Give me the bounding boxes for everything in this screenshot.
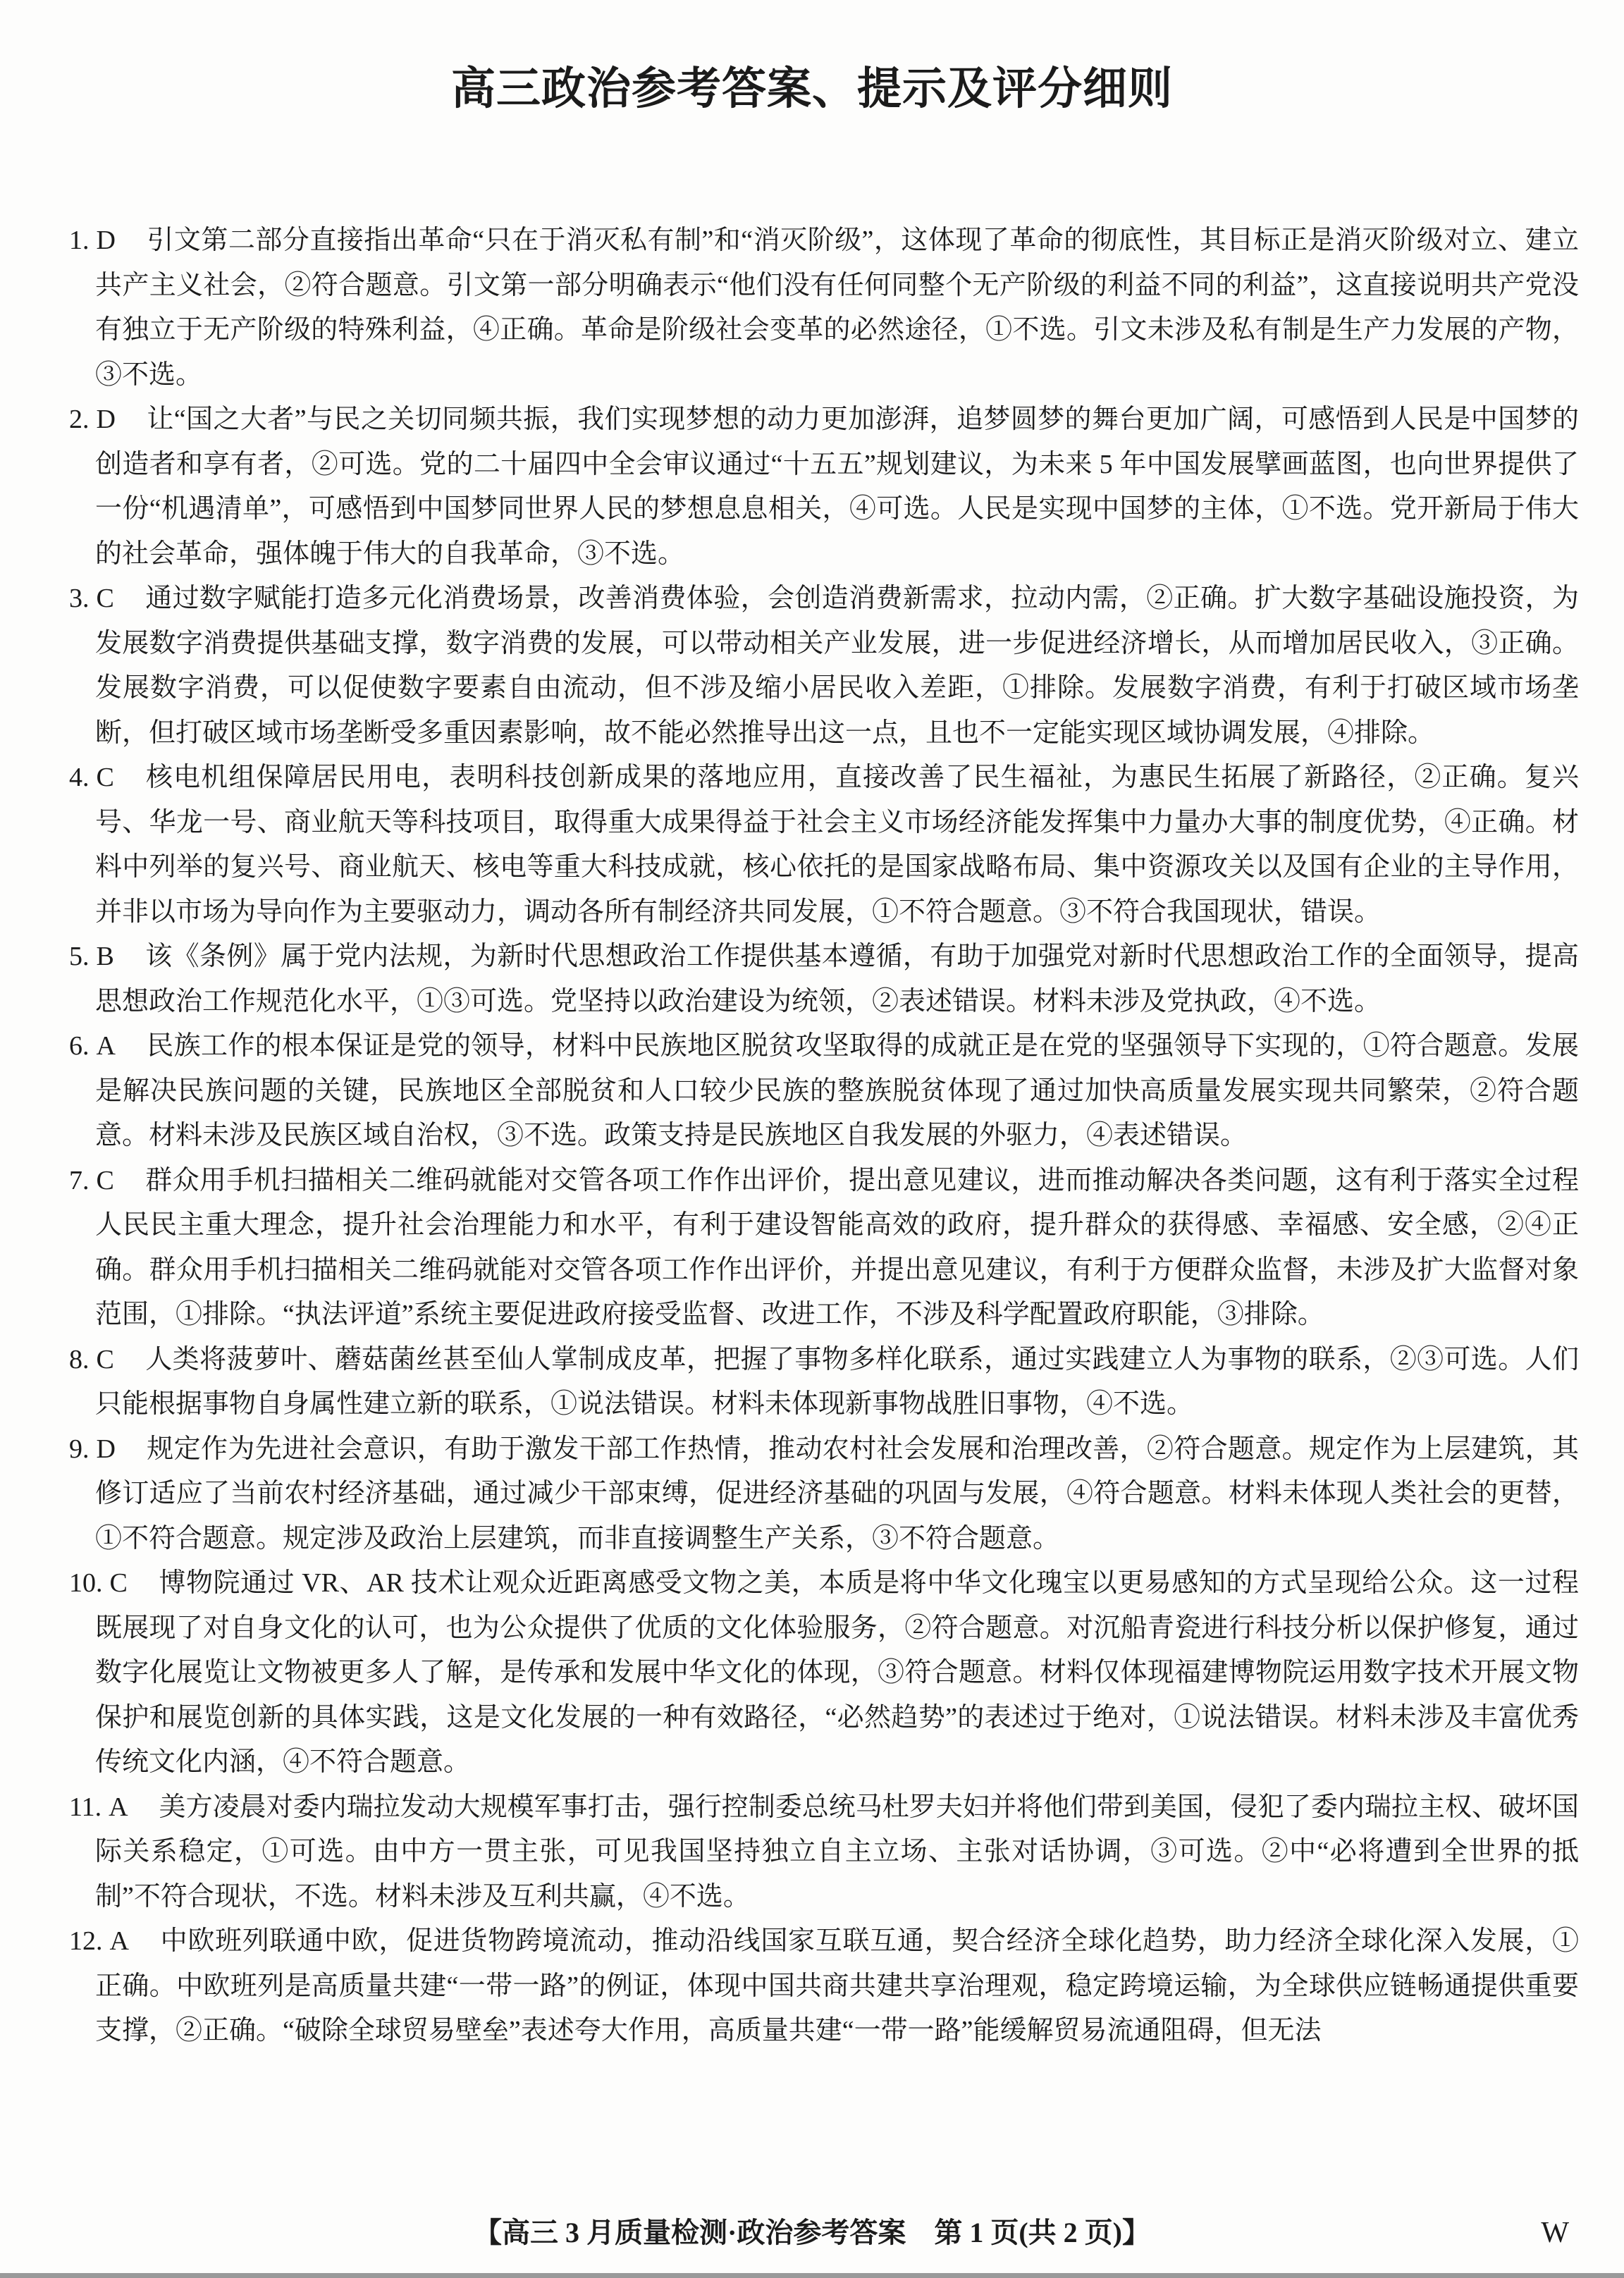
item-explanation: 通过数字赋能打造多元化消费场景，改善消费体验，会创造消费新需求，拉动内需，②正确。扩大数字基础设施投资，为发展数字消费提供基础支撑，数字消费的发展，可以带动相关产业发展，进一步促进经济增长，从而增加居民收入，③正确。发展数字消费，可以促使数字要素自由流动，但不涉及缩小居民收入差距，①排除。发展数字消费，有利于打破区域市场垄断，但打破区域市场垄断受多重因素影响，故不能必然推导出这一点，且也不一定能实现区域协调发展，④排除。 <box>95 584 1579 748</box>
answer-item <box>69 577 1579 756</box>
answer-item <box>69 1785 1579 1920</box>
item-answer-choice: D <box>96 1434 116 1464</box>
item-answer-choice: D <box>96 405 116 434</box>
footer-label: 【高三 3 月质量检测·政治参考答案 第 1 页(共 2 页)】 <box>474 2217 1150 2248</box>
item-number: 3. <box>69 584 90 613</box>
item-explanation: 民族工作的根本保证是党的领导，材料中民族地区脱贫攻坚取得的成就正是在党的坚强领导下实现的，①符合题意。发展是解决民族问题的关键，民族地区全部脱贫和人口较少民族的整族脱贫体现了通过加快高质量发展实现共同繁荣，②符合题意。材料未涉及民族区域自治权，③不选。政策支持是民族地区自我发展的外驱力，④表述错误。 <box>95 1031 1579 1150</box>
answer-item <box>69 1561 1579 1785</box>
item-number: 9. <box>69 1434 90 1464</box>
item-explanation: 博物院通过 VR、AR 技术让观众近距离感受文物之美，本质是将中华文化瑰宝以更易感知的方式呈现给公众。这一过程既展现了对自身文化的认可，也为公众提供了优质的文化体验服务，②符合题意。对沉船青瓷进行科技分析以保护修复，通过数字化展览让文物被更多人了解，是传承和发展中华文化的体现，③符合题意。材料仅体现福建博物院运用数字技术开展文物保护和展览创新的具体实践，这是文化发展的一种有效路径，“必然趋势”的表述过于绝对，①说法错误。材料未涉及丰富优秀传统文化内涵，④不符合题意。 <box>95 1568 1579 1777</box>
item-number: 5. <box>69 942 90 971</box>
answer-item <box>69 1024 1579 1159</box>
item-explanation: 核电机组保障居民用电，表明科技创新成果的落地应用，直接改善了民生福祉，为惠民生拓展了新路径，②正确。复兴号、华龙一号、商业航天等科技项目，取得重大成果得益于社会主义市场经济能发挥集中力量办大事的制度优势，④正确。材料中列举的复兴号、商业航天、核电等重大科技成就，核心依托的是国家战略布局、集中资源攻关以及国有企业的主导作用，并非以市场为导向作为主要驱动力，调动各所有制经济共同发展，①不符合题意。③不符合我国现状，错误。 <box>95 763 1579 927</box>
item-explanation: 引文第二部分直接指出革命“只在于消灭私有制”和“消灭阶级”，这体现了革命的彻底性，其目标正是消灭阶级对立、建立共产主义社会，②符合题意。引文第一部分明确表示“他们没有任何同整个无产阶级的利益不同的利益”，这直接说明共产党没有独立于无产阶级的特殊利益，④正确。革命是阶级社会变革的必然途径，①不选。引文未涉及私有制是生产力发展的产物，③不选。 <box>95 226 1579 390</box>
answer-item <box>69 935 1579 1024</box>
item-number: 8. <box>69 1344 90 1374</box>
item-answer-choice: C <box>109 1568 128 1598</box>
item-number: 6. <box>69 1031 90 1061</box>
answer-item <box>69 398 1579 577</box>
answer-item <box>69 1338 1579 1427</box>
item-explanation: 该《条例》属于党内法规，为新时代思想政治工作提供基本遵循，有助于加强党对新时代思想政治工作的全面领导，提高思想政治工作规范化水平，①③可选。党坚持以政治建设为统领，②表述错误。材料未涉及党执政，④不选。 <box>95 942 1579 1016</box>
answer-item <box>69 1159 1579 1338</box>
answer-item <box>69 218 1579 398</box>
item-number: 11. <box>69 1792 102 1822</box>
item-explanation: 中欧班列联通中欧，促进货物跨境流动，推动沿线国家互联互通，契合经济全球化趋势，助力经济全球化深入发展，①正确。中欧班列是高质量共建“一带一路”的例证，体现中国共商共建共享治理观，稳定跨境运输，为全球供应链畅通提供重要支撑，②正确。“破除全球贸易壁垒”表述夸大作用，高质量共建“一带一路”能缓解贸易流通阻碍，但无法 <box>95 1926 1579 2045</box>
item-number: 7. <box>69 1165 90 1195</box>
item-number: 10. <box>69 1568 103 1598</box>
footer-watermark: W <box>1541 2217 1569 2249</box>
item-answer-choice: A <box>109 1792 128 1822</box>
answer-item <box>69 1919 1579 2054</box>
item-answer-choice: B <box>96 942 114 971</box>
answer-list <box>69 218 1579 2054</box>
item-answer-choice: C <box>96 584 114 613</box>
item-answer-choice: C <box>96 1344 114 1374</box>
item-number: 2. <box>69 405 90 434</box>
item-answer-choice: C <box>96 1165 114 1195</box>
item-explanation: 美方凌晨对委内瑞拉发动大规模军事打击，强行控制委总统马杜罗夫妇并将他们带到美国，侵犯了委内瑞拉主权、破坏国际关系稳定，①可选。由中方一贯主张，可见我国坚持独立自主立场、主张对话协调，③可选。②中“必将遭到全世界的抵制”不符合现状，不选。材料未涉及互利共赢，④不选。 <box>95 1792 1579 1911</box>
answer-item <box>69 756 1579 935</box>
item-explanation: 人类将菠萝叶、蘑菇菌丝甚至仙人掌制成皮革，把握了事物多样化联系，通过实践建立人为事物的联系，②③可选。人们只能根据事物自身属性建立新的联系，①说法错误。材料未体现新事物战胜旧事物，④不选。 <box>95 1344 1579 1419</box>
answer-item <box>69 1427 1579 1562</box>
item-explanation: 规定作为先进社会意识，有助于激发干部工作热情，推动农村社会发展和治理改善，②符合题意。规定作为上层建筑，其修订适应了当前农村经济基础，通过减少干部束缚，促进经济基础的巩固与发展，④符合题意。材料未体现人类社会的更替，①不符合题意。规定涉及政治上层建筑，而非直接调整生产关系，③不符合题意。 <box>95 1434 1579 1553</box>
item-explanation: 群众用手机扫描相关二维码就能对交管各项工作作出评价，提出意见建议，进而推动解决各类问题，这有利于落实全过程人民民主重大理念，提升社会治理能力和水平，有利于建设智能高效的政府，提升群众的获得感、幸福感、安全感，②④正确。群众用手机扫描相关二维码就能对交管各项工作作出评价，并提出意见建议，有利于方便群众监督，未涉及扩大监督对象范围，①排除。“执法评道”系统主要促进政府接受监督、改进工作，不涉及科学配置政府职能，③排除。 <box>95 1165 1579 1329</box>
item-number: 12. <box>69 1926 103 1956</box>
item-number: 1. <box>69 226 90 255</box>
page-title: 高三政治参考答案、提示及评分细则 <box>451 63 1173 114</box>
item-answer-choice: C <box>96 763 114 792</box>
item-number: 4. <box>69 763 90 792</box>
item-answer-choice: A <box>96 1031 116 1061</box>
page-footer <box>0 2212 1624 2254</box>
scan-edge-artifact <box>0 2273 1624 2278</box>
item-answer-choice: D <box>96 226 116 255</box>
item-answer-choice: A <box>109 1926 129 1956</box>
item-explanation: 让“国之大者”与民之关切同频共振，我们实现梦想的动力更加澎湃，追梦圆梦的舞台更加广阔，可感悟到人民是中国梦的创造者和享有者，②可选。党的二十届四中全会审议通过“十五五”规划建议，为未来 5 年中国发展擘画蓝图，也向世界提供了一份“机遇清单”，可感悟到中国梦同世界人民的梦想息息相关，④可选。人民是实现中国梦的主体，①不选。党开新局于伟大的社会革命，强体魄于伟大的自我革命，③不选。 <box>95 405 1579 569</box>
